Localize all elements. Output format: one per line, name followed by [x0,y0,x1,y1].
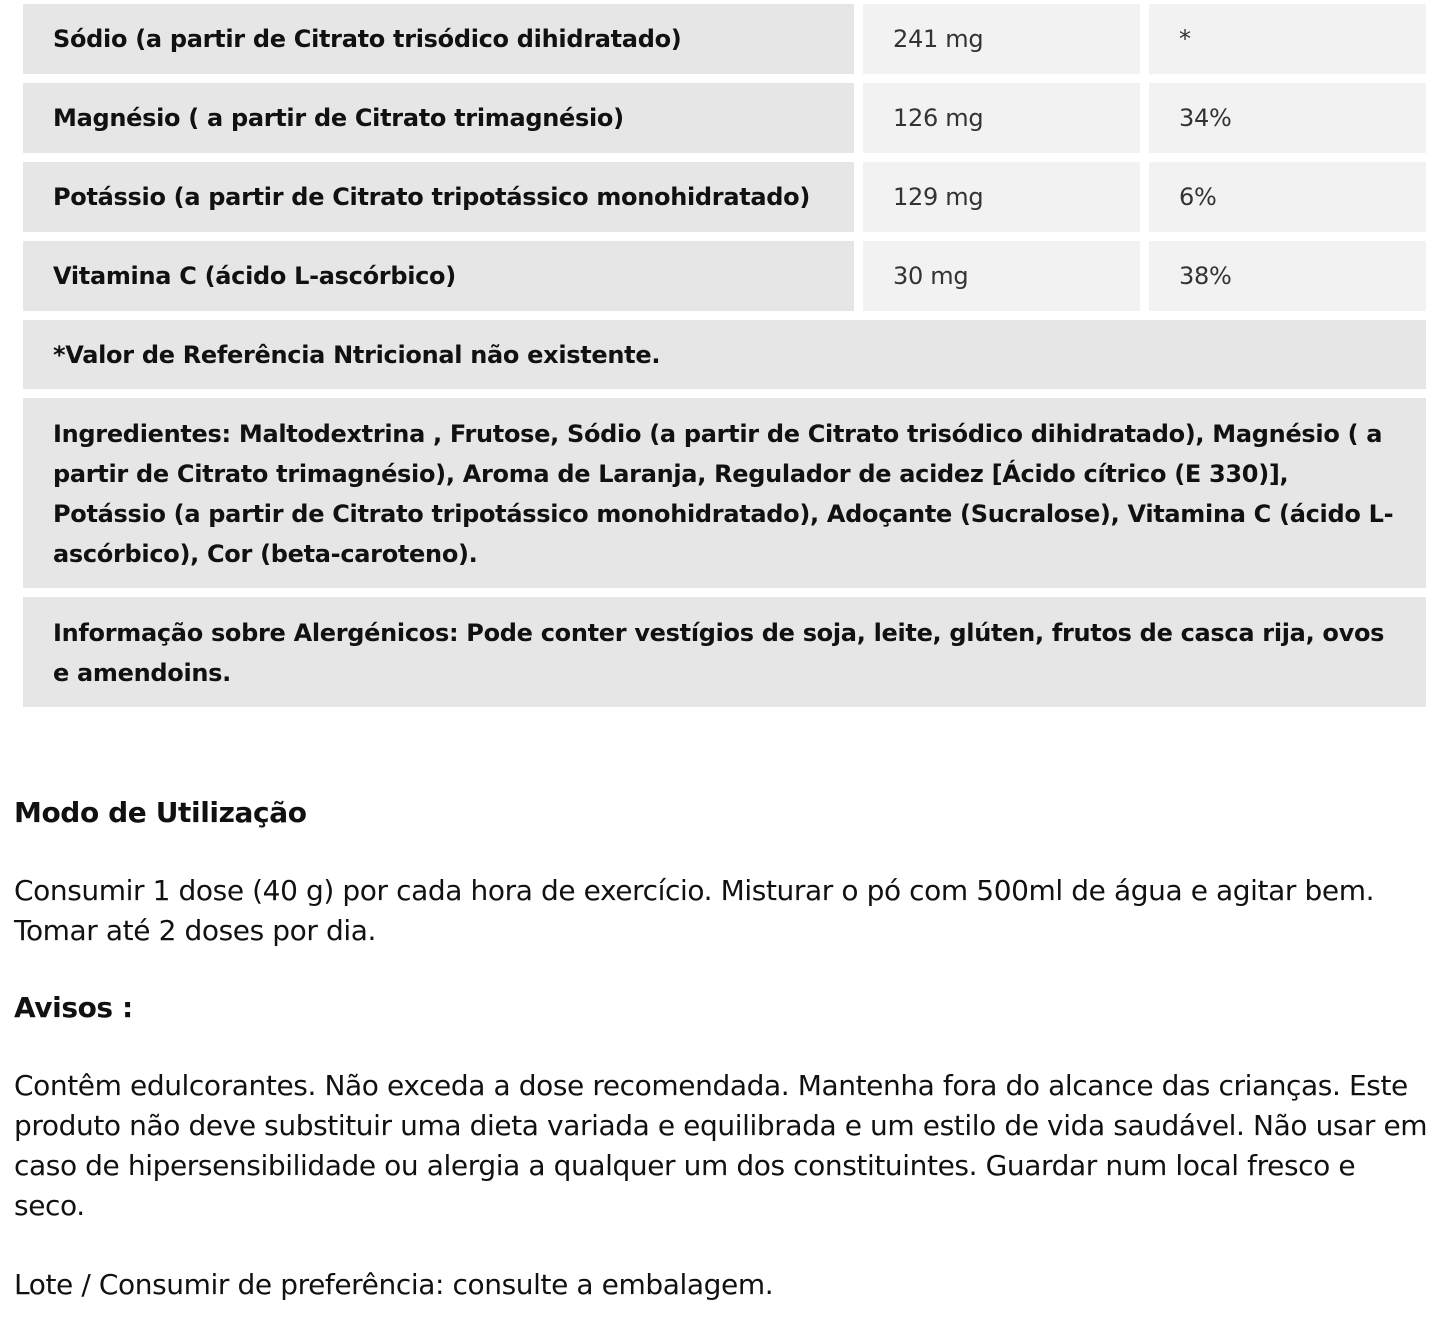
table-row [23,4,1426,74]
usage-heading: Modo de Utilização [14,796,307,829]
nutrient-name: Vitamina C (ácido L-ascórbico) [23,241,854,311]
nutrient-nrv: 38% [1149,241,1426,311]
nutrient-amount: 241 mg [863,4,1140,74]
nutrient-nrv: 6% [1149,162,1426,232]
ingredients-text: Ingredientes: Maltodextrina , Frutose, Sódio (a partir de Citrato trisódico dihidratado), Magnésio ( a partir de Citrato trimagnésio), Aroma de Laranja, Regulador de acidez [Ácido cítrico (E 330)], Potássio (a partir de Citrato tripotássico monohidratado), Adoçante (Sucralose), Vitamina C (ácido L-ascórbico), Cor (beta-caroteno). [23,398,1426,588]
nutrient-amount: 126 mg [863,83,1140,153]
nutrient-name: Magnésio ( a partir de Citrato trimagnésio) [23,83,854,153]
nutrient-amount: 129 mg [863,162,1140,232]
batch-text: Lote / Consumir de preferência: consulte a embalagem. [14,1268,774,1301]
usage-text: Consumir 1 dose (40 g) por cada hora de exercício. Misturar o pó com 500ml de água e agitar bem. Tomar até 2 doses por dia. [14,874,1375,947]
table-row [23,162,1426,232]
nutrient-name: Sódio (a partir de Citrato trisódico dihidratado) [23,4,854,74]
nutrient-amount: 30 mg [863,241,1140,311]
allergens-text: Informação sobre Alergénicos: Pode conter vestígios de soja, leite, glúten, frutos de casca rija, ovos e amendoins. [23,597,1426,707]
nutrition-table [23,4,1426,707]
table-row [23,241,1426,311]
nutrient-nrv: 34% [1149,83,1426,153]
warnings-text: Contêm edulcorantes. Não exceda a dose recomendada. Mantenha fora do alcance das crianças. Este produto não deve substituir uma dieta variada e equilibrada e um estilo de vida saudável. Não usar em caso de hipersensibilidade ou alergia a qualquer um dos constituintes. Guardar num local fresco e seco. [14,1069,1428,1222]
nutrient-nrv: * [1149,4,1426,74]
nutrient-name: Potássio (a partir de Citrato tripotássico monohidratado) [23,162,854,232]
warnings-heading: Avisos : [14,991,133,1024]
nrv-footnote: *Valor de Referência Ntricional não existente. [23,320,1426,389]
table-row [23,83,1426,153]
